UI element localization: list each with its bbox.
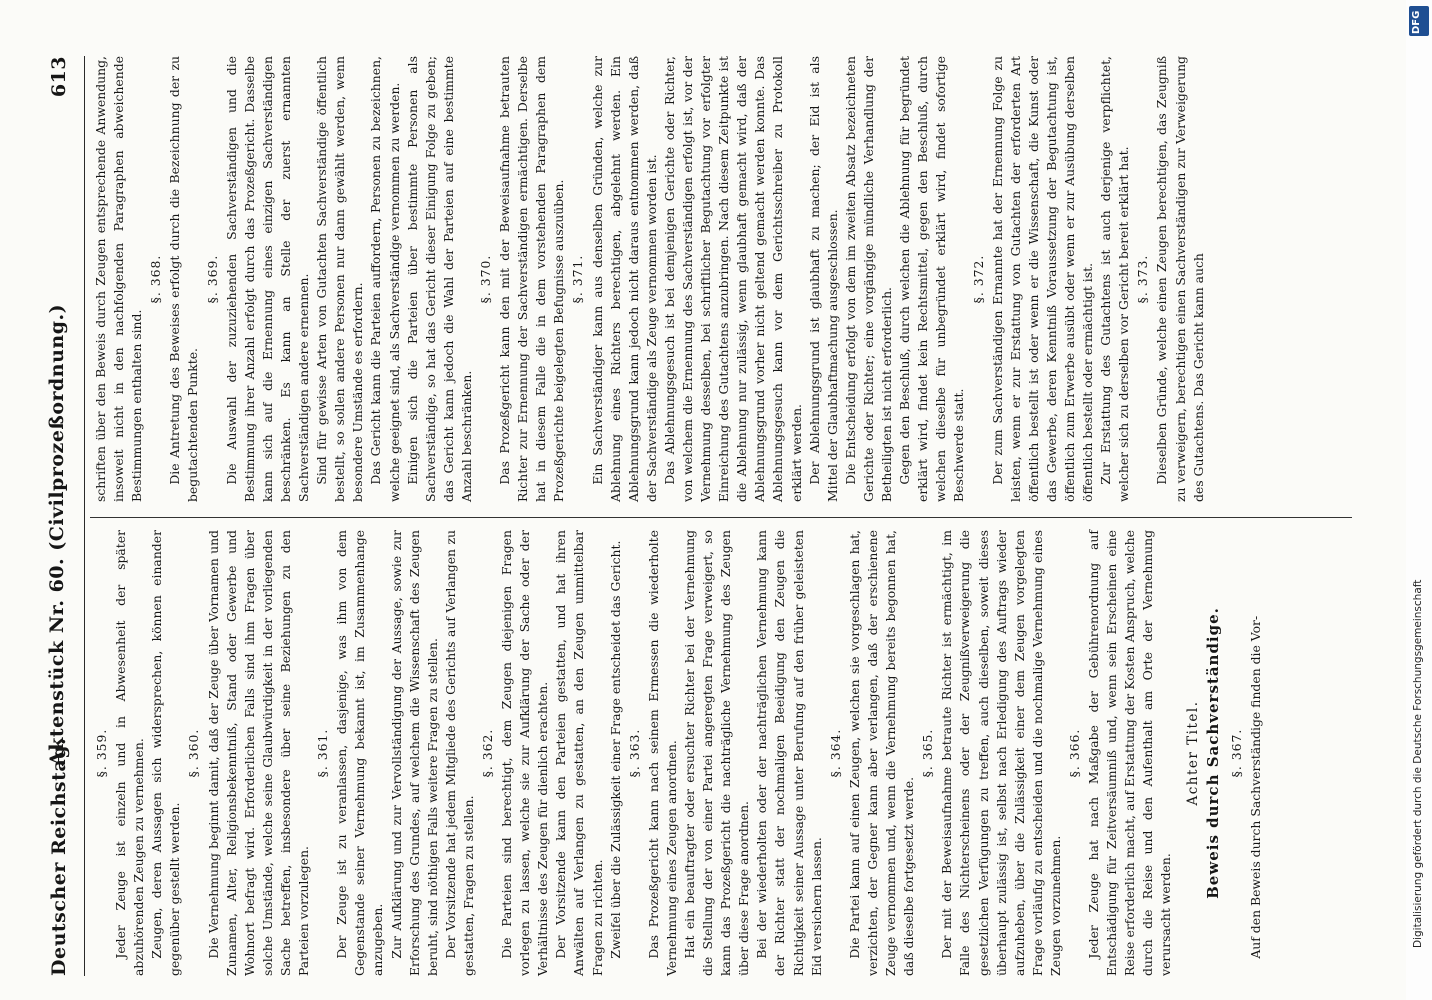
column-divider: [90, 517, 1352, 518]
left-column: [92, 530, 1265, 976]
paragraph-363c: Bei der wiederholten oder der nachträglichen Vernehmung kann der Richter statt der nochmaligen Beeidigung den Zeugen die Richtigkeit seiner Aussage unter Berufung auf den früher geleisteten Eid versichern lassen.: [754, 530, 824, 976]
paragraph-365: Der mit der Beweisaufnahme betraute Richter ist ermächtigt, im Falle des Nichterscheinens oder der Zeugnißverweigerung die gesetzlichen Verfügungen zu treffen, auch dieselben, soweit dieses überhaupt zulässig ist, selbst nach Erledigung des Auftrags wieder aufzuheben, über die Zulässigkeit einer dem Zeugen vorgelegten Frage vorläufig zu entscheiden und die nochmalige Vernehmung eines Zeugen vorzunehmen.: [939, 530, 1063, 976]
header-title: Aktenstück Nr. 60. (Civilprozeßordnung.): [46, 303, 68, 766]
dfg-logo: DFG: [1409, 6, 1429, 36]
section-369: §. 369.: [204, 254, 220, 304]
paragraph-360: Die Vernehmung beginnt damit, daß der Zeuge über Vornamen und Zunamen, Alter, Religionsbekenntniß, Stand oder Gewerbe und Wohnort befragt wird. Erforderlichen Falls sind ihm Fragen über solche Umstände, welche seine Glaubwürdigkeit in der vorliegenden Sache betreffen, insbesondere über seine Beziehungen zu den Parteien vorzulegen.: [205, 530, 312, 976]
right-column: [92, 56, 1208, 502]
title-heading: Achter Titel.: [1184, 700, 1201, 806]
section-370: §. 370.: [477, 254, 493, 304]
paragraph-371: Ein Sachverständiger kann aus denselben Gründen, welche zur Ablehnung eines Richters berechtigen, abgelehnt werden. Ein Ablehnungsgrund kann jedoch nicht daraus entnommen werden, daß der Sachverständige als Zeuge vernommen worden ist.: [589, 56, 659, 502]
paragraph-366: Jeder Zeuge hat nach Maßgabe der Gebührenordnung auf Entschädigung für Zeitversäumniß und, wenn sein Erscheinen eine Reise erforderlich macht, auf Erstattung der Kosten Anspruch, welche durch die Reise und den Aufenthalt am Orte der Vernehmung verursacht werden.: [1086, 530, 1174, 976]
paragraph-370: Das Prozeßgericht kann den mit der Beweisaufnahme betrauten Richter zur Ernennung der Sachverständigen ermächtigen. Derselbe hat in diesem Falle die in dem vorstehenden Paragraphen dem Prozeßgerichte beigelegten Befugnisse auszuüben.: [497, 56, 567, 502]
paragraph-363b: Hat ein beauftragter oder ersuchter Richter bei der Vernehmung die Stellung der von einer Partei angeregten Frage verweigert, so kann das Prozeßgericht die nachträgliche Vernehmung des Zeugen über diese Frage anordnen.: [682, 530, 752, 976]
section-373: §. 373.: [1135, 254, 1151, 304]
paragraph-359: Jeder Zeuge ist einzeln und in Abwesenheit der später abzuhörenden Zeugen zu vernehmen.: [113, 530, 147, 976]
section-372: §. 372.: [970, 254, 986, 304]
paragraph-367-continued: schriften über den Beweis durch Zeugen entsprechende Anwendung, insoweit nicht in den nachfolgenden Paragraphen abweichende Bestimmungen enthalten sind.: [93, 56, 145, 502]
paragraph-371d: Die Entscheidung erfolgt von dem im zweiten Absatz bezeichneten Gerichte oder Richter; eine vorgängige mündliche Verhandlung der Betheiligten ist nicht erforderlich.: [842, 56, 895, 502]
paragraph-372: Der zum Sachverständigen Ernannte hat der Ernennung Folge zu leisten, wenn er zur Erstattung von Gutachten der erforderten Art öffentlich bestellt ist oder wenn er die Wissenschaft, die Kunst oder das Gewerbe, deren Kenntniß Voraussetzung der Begutachtung ist, öffentlich zum Erwerbe ausübt oder wenn er zur Ausübung derselben öffentlich bestellt oder ermächtigt ist.: [989, 56, 1096, 502]
header-left: Deutscher Reichstag.: [48, 737, 70, 976]
digitization-note: Digitalisierung gefördert durch die Deutsche Forschungsgemeinschaft: [1412, 579, 1424, 948]
paragraph-369d: Einigen sich die Parteien über bestimmte Personen als Sachverständige, so hat das Gericht dieser Einigung Folge zu geben; das Gericht kann jedoch die Wahl der Parteien auf eine bestimmte Anzahl beschränken.: [404, 56, 474, 502]
paragraph-362c: Zweifel über die Zulässigkeit einer Frage entscheidet das Gericht.: [607, 540, 623, 959]
paragraph-371e: Gegen den Beschluß, durch welchen die Ablehnung für begründet erklärt wird, findet kein Rechtsmittel, gegen den Beschluß, durch welchen dieselbe für unbegründet erklärt wird, findet sofortige Beschwerde statt.: [897, 56, 967, 502]
digitization-margin: [1406, 0, 1432, 1000]
section-366: §. 366.: [1066, 728, 1082, 778]
section-heading: Beweis durch Sachverständige.: [1203, 607, 1222, 899]
header-rule: [84, 56, 85, 976]
paragraph-364: Die Partei kann auf einen Zeugen, welchen sie vorgeschlagen hat, verzichten, der Gegner kann aber verlangen, daß der erschienene Zeuge vernommen und, wenn die Vernehmung bereits begonnen hat, daß dieselbe fortgesetzt werde.: [846, 530, 917, 976]
section-371: §. 371.: [570, 254, 586, 304]
running-head: [46, 56, 86, 976]
paragraph-362b: Der Vorsitzende kann den Parteien gestatten, und hat ihren Anwälten auf Verlangen zu gestatten, an den Zeugen unmittelbar Fragen zu richten.: [553, 530, 605, 976]
paragraph-361: Der Zeuge ist zu veranlassen, dasjenige, was ihm von dem Gegenstande seiner Vernehmung bekannt ist, im Zusammenhange anzugeben.: [334, 530, 386, 976]
document-page: [46, 36, 1358, 996]
section-368: §. 368.: [148, 254, 164, 304]
paragraph-362: Die Parteien sind berechtigt, dem Zeugen diejenigen Fragen vorlegen zu lassen, welche sie zur Aufklärung der Sache oder der Verhältnisse des Zeugen für dienlich erachten.: [499, 530, 551, 976]
paragraph-369b: Sind für gewisse Arten von Gutachten Sachverständige öffentlich bestellt, so sollen andere Personen nur dann gewählt werden, wenn besondere Umstände es erfordern.: [314, 56, 366, 502]
paragraph-371c: Der Ablehnungsgrund ist glaubhaft zu machen; der Eid ist als Mittel der Glaubhaftmachung ausgeschlossen.: [806, 56, 840, 502]
paragraph-373: Dieselben Gründe, welche einen Zeugen berechtigen, das Zeugniß zu verweigern, berechtigen einen Sachverständigen zur Verweigerung des Gutachtens. Das Gericht kann auch: [1154, 56, 1206, 502]
paragraph-367: Auf den Beweis durch Sachverständige finden die Vor-: [1247, 615, 1263, 959]
section-365: §. 365.: [920, 728, 936, 778]
section-360: §. 360.: [186, 728, 202, 778]
section-367: §. 367.: [1228, 728, 1244, 778]
paragraph-369c: Das Gericht kann die Parteien auffordern, Personen zu bezeichnen, welche geeignet sind, als Sachverständige vernommen zu werden.: [368, 56, 402, 502]
page-number: 613: [48, 56, 70, 98]
section-359: §. 359.: [94, 728, 109, 778]
paragraph-372b: Zur Erstattung des Gutachtens ist auch derjenige verpflichtet, welcher sich zu derselben vor Gericht bereit erklärt hat.: [1098, 56, 1132, 502]
section-362: §. 362.: [479, 728, 495, 778]
paragraph-363: Das Prozeßgericht kann nach seinem Ermessen die wiederholte Vernehmung eines Zeugen anordnen.: [645, 530, 679, 976]
paragraph-369: Die Auswahl der zuzuziehenden Sachverständigen und die Bestimmung ihrer Anzahl erfolgt durch das Prozeßgericht. Dasselbe kann sich auf die Ernennung eines einzigen Sachverständigen beschränken. Es kann an Stelle der zuerst ernannten Sachverständigen andere ernennen.: [223, 56, 312, 502]
section-364: §. 364.: [827, 728, 843, 778]
paragraph-361b: Zur Aufklärung und zur Vervollständigung der Aussage, sowie zur Erforschung des Grundes, auf welchem die Wissenschaft des Zeugen beruht, sind nöthigen Falls weitere Fragen zu stellen.: [388, 530, 440, 976]
paragraph-361c: Der Vorsitzende hat jedem Mitgliede des Gerichts auf Verlangen zu gestatten, Fragen zu stellen.: [442, 530, 476, 976]
section-363: §. 363.: [626, 728, 642, 778]
section-361: §. 361.: [315, 728, 331, 778]
paragraph-368: Die Antretung des Beweises erfolgt durch die Bezeichnung der zu begutachtenden Punkte.: [167, 56, 201, 502]
paragraph-359b: Zeugen, deren Aussagen sich widersprechen, können einander gegenüber gestellt werden.: [149, 530, 183, 976]
paragraph-371b: Das Ablehnungsgesuch ist bei demjenigen Gerichte oder Richter, von welchem die Ernennung des Sachverständigen erfolgt ist, vor der Vernehmung desselben, bei schriftlicher Begutachtung vor erfolgter Einreichung des Gutachtens anzubringen. Nach diesem Zeitpunkte ist die Ablehnung nur zulässig, wenn glaubhaft gemacht wird, daß der Ablehnungsgrund vorher nicht geltend gemacht werden konnte. Das Ablehnungsgesuch kann vor dem Gerichtsschreiber zu Protokoll erklärt werden.: [661, 56, 804, 502]
